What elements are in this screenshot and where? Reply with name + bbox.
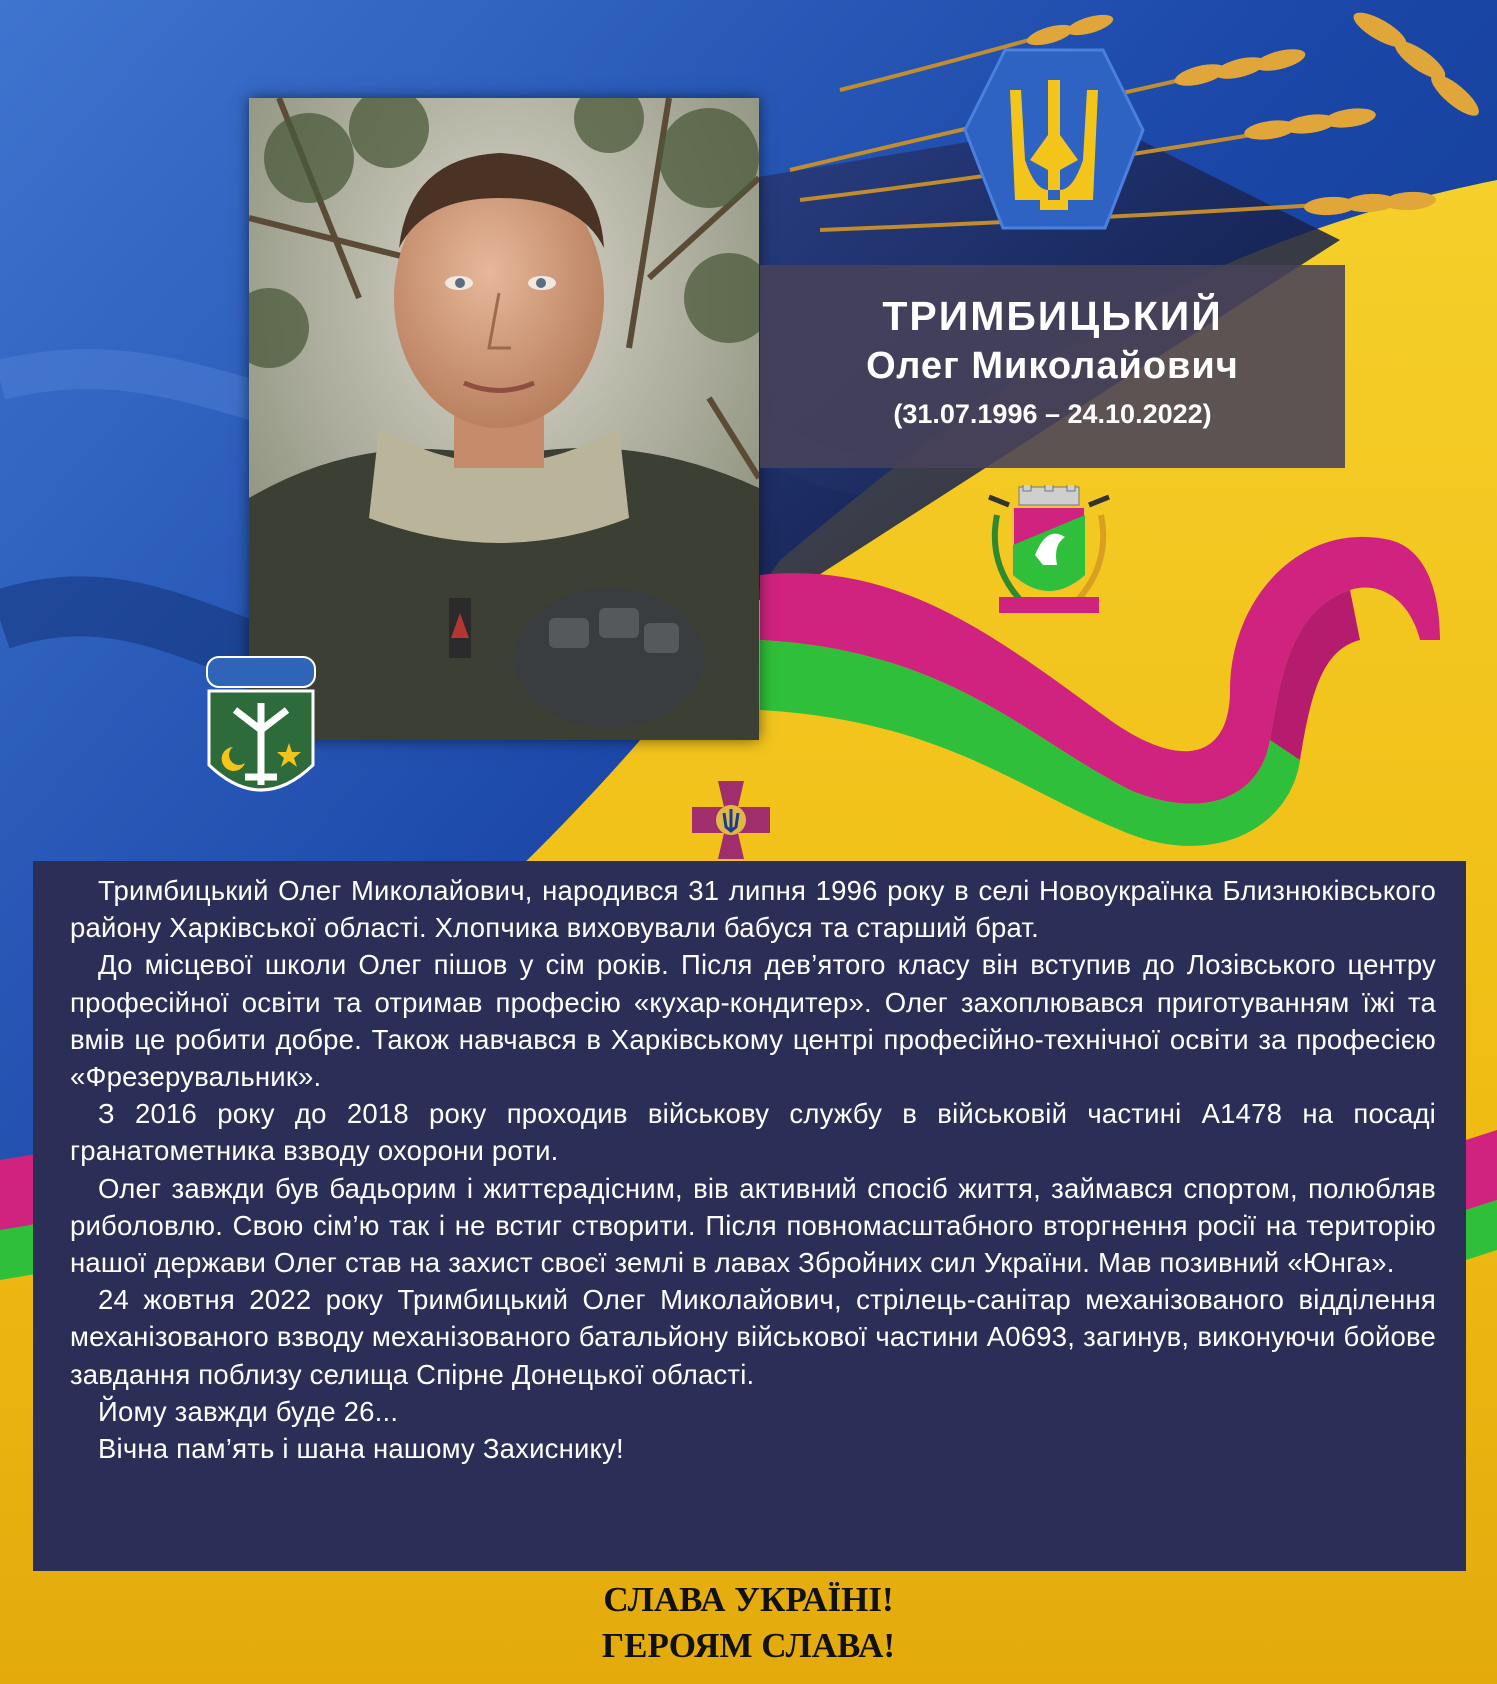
biography-panel (33, 861, 1466, 1571)
armed-forces-cross (690, 779, 772, 861)
bio-paragraph: Йому завжди буде 26... (98, 1395, 399, 1427)
trident-shield-emblem (955, 40, 1153, 238)
bio-paragraph: З 2016 року до 2018 року проходив військову службу в військовій частині А1478 на посаді гранатометника взводу охорони роти. (70, 1098, 1436, 1167)
city-coat-of-arms (983, 485, 1115, 627)
bio-paragraph: До місцевої школи Олег пішов у сім років. Після дев’ятого класу він вступив до Лозівського центру професійної освіти та отримав професію «кухар-кондитер». Олег захоплювався приготуванням їжі та вмів це робити добре. Також навчався в Харківському центрі професійно-технічної освіти за професією «Фрезерувальник». (70, 949, 1436, 1093)
brigade-chevron (205, 655, 317, 811)
hero-dates: (31.07.1996 – 24.10.2022) (893, 399, 1212, 429)
bio-paragraph: Тримбицький Олег Миколайович, народився 31 липня 1996 року в селі Новоукраїнка Близнюківського району Харківської області. Хлопчика виховували бабуся та старший брат. (70, 875, 1436, 944)
hero-given-names: Олег Миколайович (866, 345, 1239, 387)
portrait-photo (249, 98, 759, 740)
hero-surname: ТРИМБИЦЬКИЙ (882, 293, 1223, 339)
slogan-glory-ukraine: СЛАВА УКРАЇНІ! (603, 1580, 894, 1619)
bio-paragraph: Олег завжди був бадьорим і життєрадісним, вів активний спосіб життя, займався спортом, полюбляв риболовлю. Свою сім’ю так і не встиг створити. Після повномасштабного вторгнення росії на територію нашої держави Олег став на захист своєї землі в лавах Збройних сил України. Мав позивний «Юнга». (70, 1172, 1436, 1279)
bio-paragraph: Вічна пам’ять і шана нашому Захиснику! (98, 1433, 624, 1465)
name-panel (760, 265, 1345, 468)
slogan-glory-heroes: ГЕРОЯМ СЛАВА! (601, 1626, 896, 1665)
bio-paragraph: 24 жовтня 2022 року Тримбицький Олег Миколайович, стрілець-санітар механізованого відділення механізованого взводу механізованого батальйону військової частини А0693, загинув, виконуючи бойове завдання поблизу селища Спірне Донецької області. (70, 1284, 1436, 1390)
